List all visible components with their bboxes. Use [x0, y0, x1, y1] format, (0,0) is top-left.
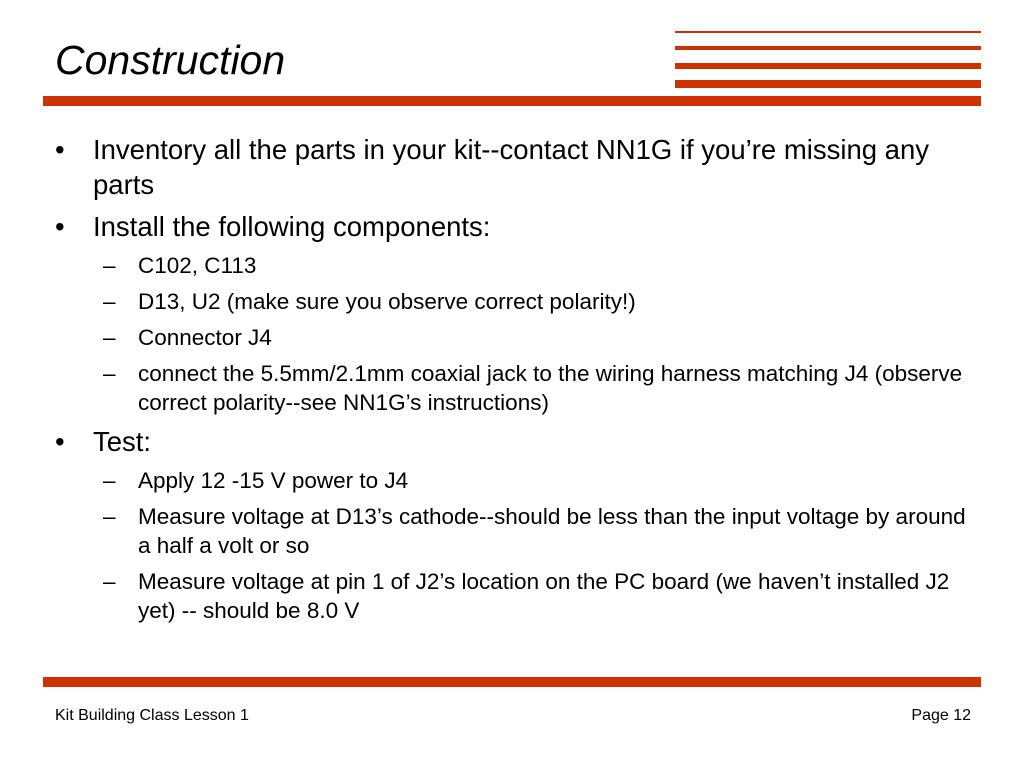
title-stripe-thick	[675, 80, 981, 88]
title-stripe-thin	[675, 31, 981, 33]
bullet-marker: •	[55, 211, 65, 242]
sub-bullet-marker: –	[103, 289, 116, 314]
bullet-item	[0, 209, 1024, 244]
sub-bullet-marker: –	[103, 253, 116, 278]
sub-bullet-marker: –	[103, 361, 116, 386]
sub-bullet-item	[0, 567, 1024, 625]
sub-bullet-marker: –	[103, 504, 116, 529]
slide-title: Construction	[55, 37, 286, 83]
sub-bullet-text: D13, U2 (make sure you observe correct polarity!)	[138, 289, 636, 314]
footer-course-title: Kit Building Class Lesson 1	[55, 707, 249, 724]
bullet-marker: •	[55, 426, 65, 457]
sub-bullet-text: Apply 12 -15 V power to J4	[138, 468, 409, 493]
sub-bullet-item	[0, 502, 1024, 560]
bullet-text: Install the following components:	[93, 211, 491, 242]
footer-page-number: Page 12	[911, 707, 971, 724]
sub-bullet-text: Measure voltage at D13’s cathode--should be less than the input voltage by around a half a volt or so	[138, 504, 966, 558]
bullet-text: Inventory all the parts in your kit--contact NN1G if you’re missing any parts	[93, 134, 930, 200]
sub-bullet-marker: –	[103, 468, 116, 493]
sub-bullet-item	[0, 466, 1024, 495]
bullet-text: Test:	[93, 426, 152, 457]
footer-divider	[43, 677, 981, 687]
title-stripe-small	[675, 46, 981, 50]
sub-bullet-marker: –	[103, 569, 116, 594]
sub-bullet-item	[0, 251, 1024, 280]
title-stripe-medium	[675, 63, 981, 69]
bullet-item	[0, 132, 1024, 202]
sub-bullet-marker: –	[103, 325, 116, 350]
bullet-item	[0, 424, 1024, 459]
sub-bullet-item	[0, 287, 1024, 316]
sub-bullet-text: Measure voltage at pin 1 of J2’s location on the PC board (we haven’t installed J2 yet) -- should be 8.0 V	[138, 569, 950, 623]
header-divider	[43, 96, 981, 106]
sub-bullet-item	[0, 359, 1024, 417]
sub-bullet-text: C102, C113	[138, 253, 257, 278]
bullet-marker: •	[55, 134, 65, 165]
sub-bullet-item	[0, 323, 1024, 352]
sub-bullet-text: Connector J4	[138, 325, 272, 350]
sub-bullet-text: connect the 5.5mm/2.1mm coaxial jack to the wiring harness matching J4 (observe correct polarity--see NN1G’s instructions)	[138, 361, 963, 415]
slide-body	[0, 132, 1024, 632]
